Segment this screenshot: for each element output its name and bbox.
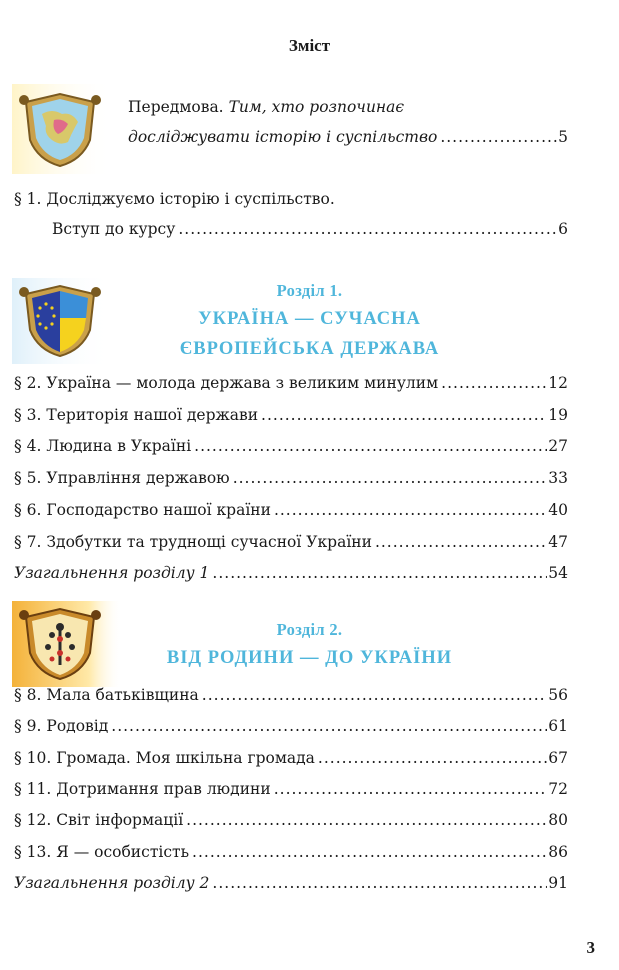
toc-entry-intro[interactable] <box>52 220 568 238</box>
page-ref: 6 <box>558 220 568 238</box>
leader-dots <box>212 874 547 892</box>
entry-title: § 10. Громада. Моя шкільна громада <box>14 748 315 767</box>
entry-title: § 3. Територія нашої держави <box>14 405 259 424</box>
page-ref: 5 <box>558 128 568 146</box>
section-1-title-line-1: УКРАЇНА — СУЧАСНА <box>198 309 421 329</box>
preface-line-1 <box>128 98 404 116</box>
toc-entry-summary[interactable] <box>14 564 568 582</box>
section-2-label: Розділ 2. <box>276 620 343 639</box>
entry-title: § 5. Управління державою <box>14 469 230 488</box>
page-ref: 19 <box>548 405 568 424</box>
toc-entry[interactable] <box>14 437 568 455</box>
page-ref: 33 <box>548 469 568 488</box>
page-ref: 80 <box>548 811 568 830</box>
toc-entry[interactable] <box>14 501 568 519</box>
page-title: Зміст <box>288 36 331 55</box>
toc-entry[interactable] <box>14 780 568 798</box>
toc-entry[interactable] <box>14 717 568 735</box>
europe-map-emblem-icon <box>12 84 112 174</box>
page-ref: 72 <box>548 779 568 798</box>
toc-entry[interactable] <box>14 811 568 829</box>
entry-title: § 13. Я — особистість <box>14 842 190 861</box>
toc-entry[interactable] <box>14 406 568 424</box>
toc-entry-preface[interactable] <box>128 128 568 146</box>
toc-entry-summary[interactable] <box>14 874 568 892</box>
page-ref: 61 <box>548 717 568 736</box>
toc-entry[interactable] <box>14 469 568 487</box>
section-1-title-line-2: ЄВРОПЕЙСЬКА ДЕРЖАВА <box>179 339 440 359</box>
leader-dots <box>178 220 557 238</box>
preface-label: Передмова. <box>128 98 224 116</box>
page-ref: 12 <box>548 374 568 392</box>
toc-entry[interactable] <box>14 686 568 704</box>
page-ref: 67 <box>548 748 568 767</box>
leader-dots <box>441 374 547 392</box>
entry-title: § 2. Україна — молода держава з великим минулим <box>14 374 439 392</box>
leader-dots <box>202 686 547 704</box>
leader-dots <box>233 469 548 487</box>
page-number: 3 <box>586 938 595 957</box>
intro-line-1: § 1. Досліджуємо історію і суспільство. <box>14 190 335 208</box>
leader-dots <box>274 780 548 798</box>
entry-title: § 8. Мала батьківщина <box>14 686 199 704</box>
page-ref: 40 <box>548 500 568 519</box>
section-1-label: Розділ 1. <box>276 281 343 300</box>
entry-title: § 4. Людина в Україні <box>14 437 192 456</box>
entry-title: Узагальнення розділу 2 <box>14 873 210 892</box>
leader-dots <box>192 843 547 861</box>
leader-dots <box>261 406 547 424</box>
entry-title: § 12. Світ інформації <box>14 811 184 830</box>
leader-dots <box>318 749 547 767</box>
toc-entry[interactable] <box>14 374 568 392</box>
page-ref: 27 <box>548 437 568 456</box>
page-ref: 86 <box>548 842 568 861</box>
leader-dots <box>274 501 547 519</box>
page-ref: 56 <box>548 686 568 704</box>
page-ref: 54 <box>548 564 568 583</box>
entry-title: § 7. Здобутки та труднощі сучасної України <box>14 532 372 551</box>
leader-dots <box>212 564 547 582</box>
section-2-title-line-1: ВІД РОДИНИ — ДО УКРАЇНИ <box>166 648 453 668</box>
preface-subtitle-part-1: Тим, хто розпочинає <box>228 98 405 116</box>
entry-title: Узагальнення розділу 1 <box>14 564 210 583</box>
leader-dots <box>186 811 547 829</box>
entry-title: § 9. Родовід <box>14 717 109 736</box>
toc-entry[interactable] <box>14 843 568 861</box>
leader-dots <box>440 128 557 146</box>
intro-line-2: Вступ до курсу <box>52 220 176 238</box>
leader-dots <box>375 533 547 551</box>
toc-entry[interactable] <box>14 533 568 551</box>
preface-subtitle-part-2: досліджувати історію і суспільство <box>128 128 438 146</box>
toc-entry[interactable] <box>14 749 568 767</box>
entry-title: § 11. Дотримання прав людини <box>14 779 271 798</box>
page-ref: 91 <box>548 873 568 892</box>
page-ref: 47 <box>548 532 568 551</box>
entry-title: § 6. Господарство нашої країни <box>14 500 271 519</box>
leader-dots <box>111 717 547 735</box>
folk-ornament-emblem-icon <box>12 601 122 687</box>
leader-dots <box>194 437 547 455</box>
